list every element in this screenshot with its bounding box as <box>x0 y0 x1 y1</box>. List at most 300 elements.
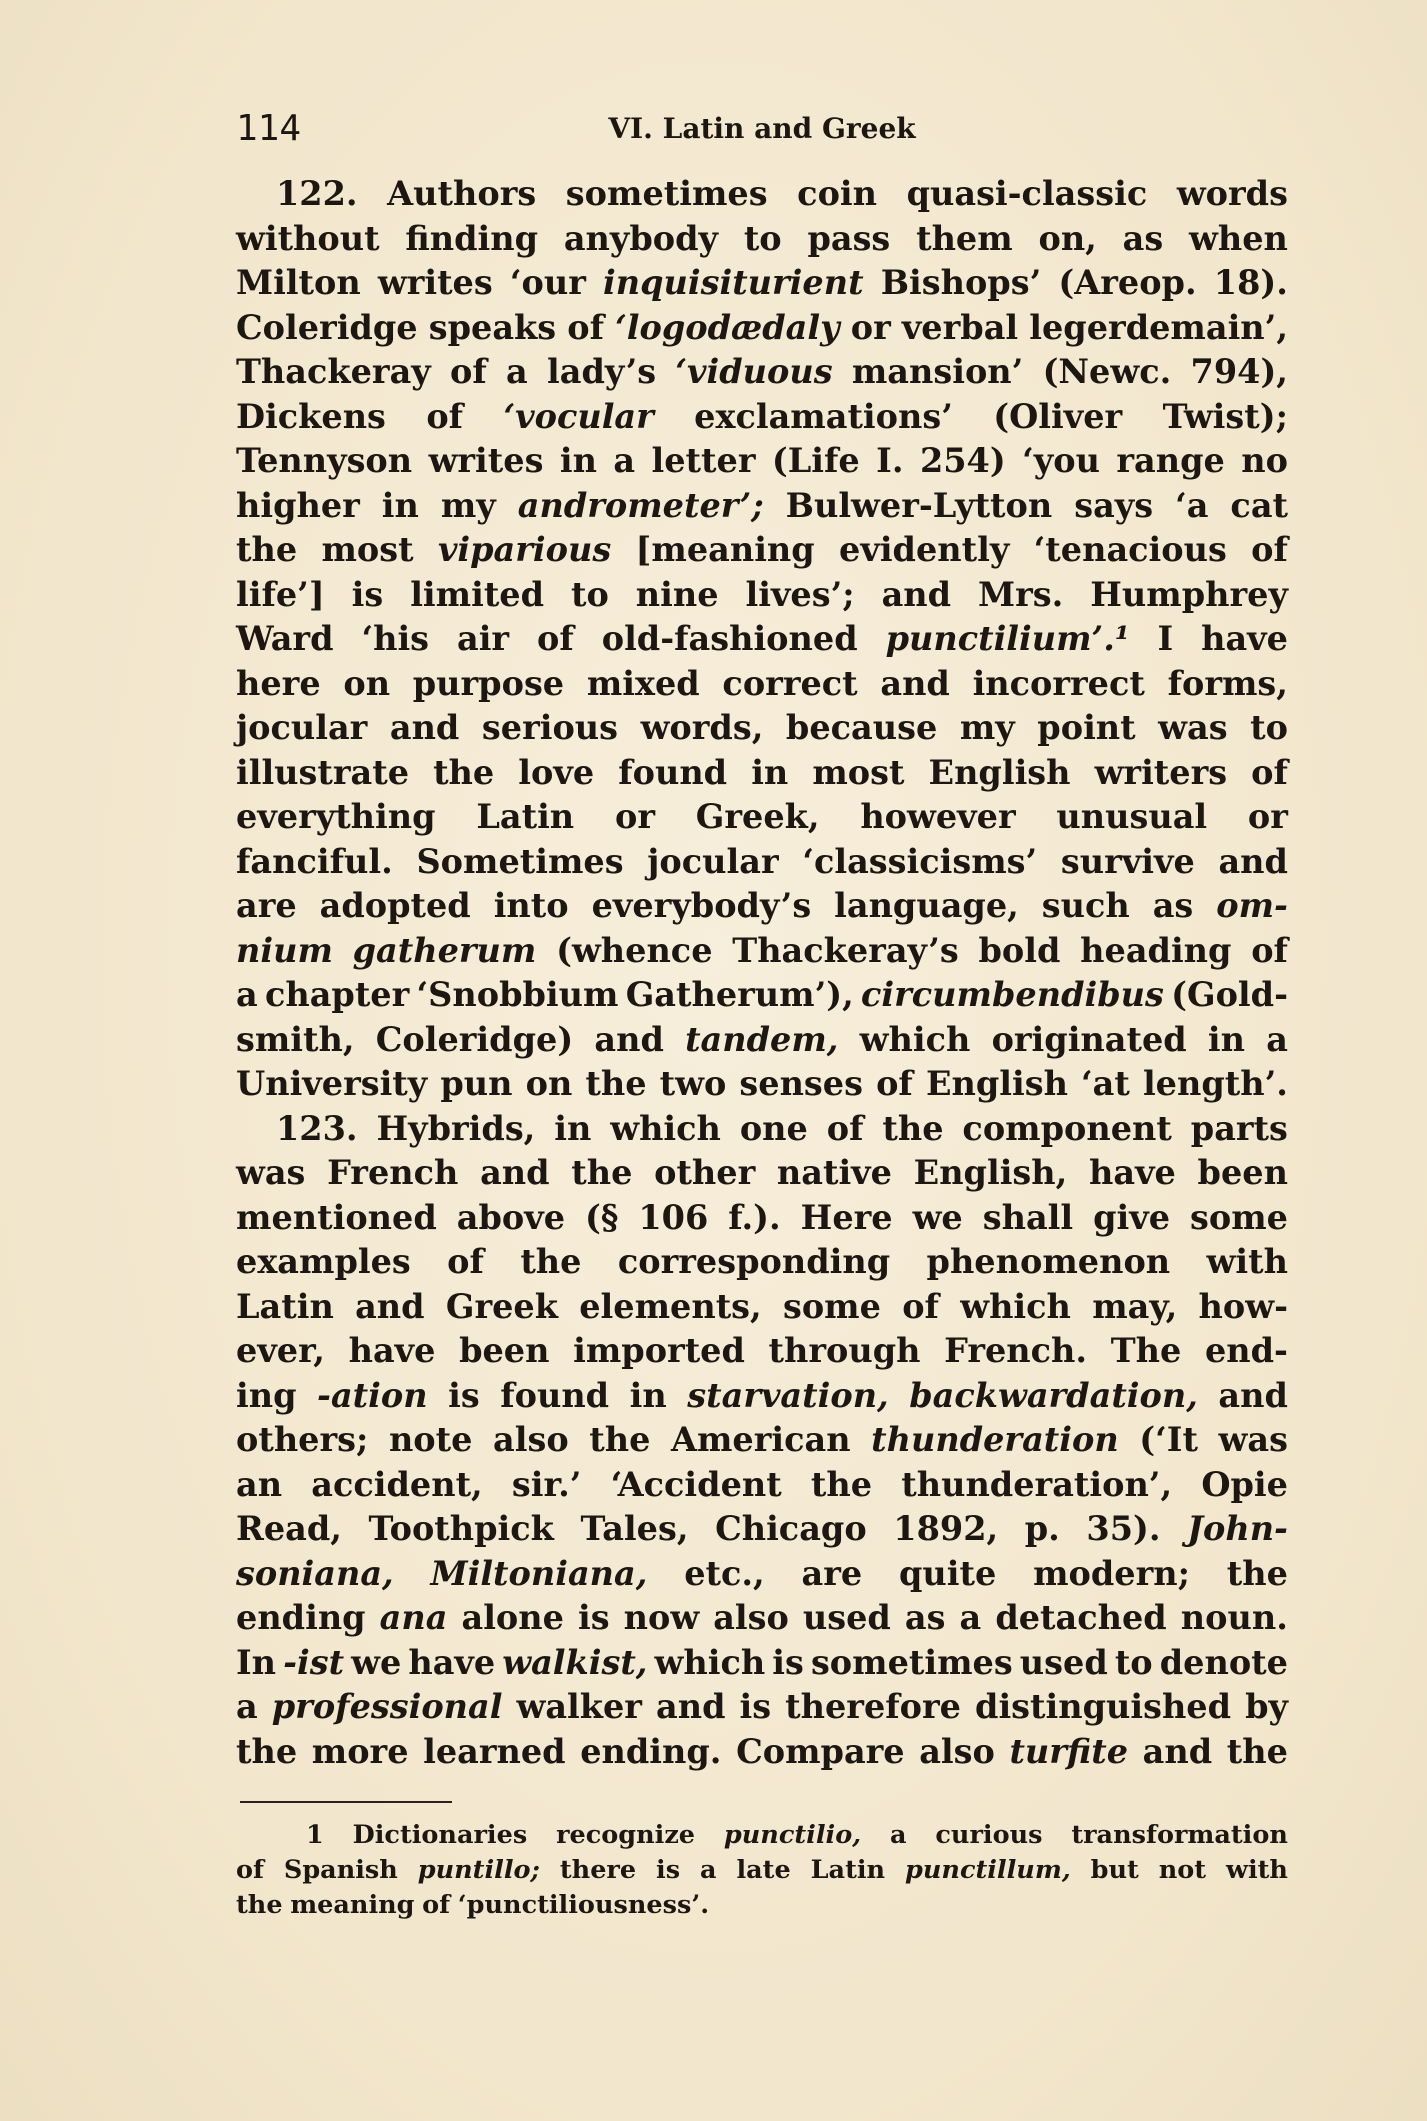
body_lines-word: mixed <box>586 663 700 703</box>
body_lines-word: 254) <box>919 441 1006 480</box>
body_lines-word: originated <box>991 1019 1187 1059</box>
body_lines-word: ending. <box>580 1731 722 1771</box>
body_lines-word: (§ <box>585 1197 619 1237</box>
body_lines-line <box>236 1240 1288 1285</box>
footnote-rule <box>240 1801 452 1803</box>
body_lines-word: (Gold- <box>1171 975 1288 1014</box>
body_lines-word: and <box>880 663 950 703</box>
body_lines-word: the <box>589 1420 651 1459</box>
body_lines-word: finding <box>405 218 539 258</box>
body_lines-line <box>236 1151 1288 1196</box>
body_lines-word: Bulwer-Lytton <box>785 485 1053 525</box>
body_lines-word: have <box>408 1642 496 1682</box>
body_lines-word: Latin <box>476 797 575 836</box>
body_lines-word: of <box>1251 752 1288 792</box>
body_lines-word: Toothpick <box>368 1509 554 1548</box>
body_lines-line <box>236 217 1288 262</box>
footnote_lines-line <box>236 1818 1288 1853</box>
body_lines-word: unusual <box>1056 797 1208 836</box>
body_lines-word: 123. <box>276 1108 358 1148</box>
footnote_lines-word: curious <box>935 1820 1043 1850</box>
body_lines-word: sometimes <box>810 1642 1013 1682</box>
body_lines-word: (Areop. <box>1058 263 1197 302</box>
body_lines-line <box>236 350 1288 395</box>
body_lines-word: also <box>493 1420 569 1459</box>
body_lines-line <box>236 1596 1288 1641</box>
footnote <box>236 1818 1288 1923</box>
body_lines-word: verbal <box>901 307 1019 347</box>
body_lines-line <box>236 840 1288 885</box>
body_lines-word: found <box>500 1375 610 1415</box>
body_lines-word: one <box>739 1108 808 1148</box>
body_lines-line <box>236 261 1288 306</box>
body_lines-word: was <box>1158 708 1228 747</box>
body_lines-word: also <box>919 1731 995 1771</box>
body_lines-word: range <box>1116 441 1225 480</box>
body_lines-line <box>236 172 1288 217</box>
body_lines-word: of <box>876 1064 913 1103</box>
footnote_lines-word: punctilio, <box>723 1820 862 1850</box>
body_lines-line <box>236 528 1288 573</box>
body_lines-word: and <box>594 1019 664 1059</box>
body_lines-line <box>236 662 1288 707</box>
body_lines-word: smith, <box>236 1019 355 1059</box>
body_lines-word: speaks <box>428 307 557 347</box>
body_lines-word: (Newc. <box>1042 352 1172 391</box>
body_lines-word: here <box>236 663 321 703</box>
footnote_lines-word: 1 <box>306 1820 324 1850</box>
body_lines-word: English <box>925 1064 1068 1103</box>
body_lines-word: have <box>1201 619 1288 658</box>
body_lines-word: language, <box>834 886 1019 925</box>
body_lines-word: accident, <box>311 1464 483 1504</box>
body_lines-word: ‘Accident <box>610 1464 782 1504</box>
body_lines-line <box>236 1107 1288 1152</box>
body_lines-word: ‘vocular <box>503 396 654 436</box>
body_lines-word: and <box>480 1153 550 1192</box>
body_lines-word: ‘his <box>361 619 430 658</box>
body_lines-word: Greek, <box>695 797 820 836</box>
body_lines-word: purpose <box>412 663 565 703</box>
footnote_lines-word: there <box>559 1855 637 1885</box>
body_lines-word: ‘logodædaly <box>615 307 840 347</box>
body_lines-word: om- <box>1216 886 1288 925</box>
body_lines-word: we <box>912 1197 963 1237</box>
body_lines-word: of <box>447 1242 484 1281</box>
body_lines-word: 35). <box>1086 1509 1161 1548</box>
body_lines-word: parts <box>1190 1108 1288 1148</box>
body_lines-word: used <box>802 1598 891 1637</box>
body_lines-word: words <box>1176 174 1288 213</box>
body_lines-word: in <box>559 441 597 480</box>
body_lines-line <box>236 1507 1288 1552</box>
body_lines-word: shall <box>982 1197 1074 1237</box>
body_lines-line <box>236 1329 1288 1374</box>
body_lines-word: and <box>1218 1375 1288 1415</box>
body_lines-word: -ist <box>283 1642 345 1682</box>
body_lines-word: distinguished <box>975 1687 1232 1726</box>
body_lines-word: is <box>772 1642 804 1682</box>
body_lines-line <box>236 751 1288 796</box>
footnote_lines-word: of <box>422 1890 451 1920</box>
body_lines-word: bold <box>978 930 1061 970</box>
body_lines-word: circumbendibus <box>861 975 1164 1014</box>
body_lines-word: the <box>810 1464 873 1504</box>
body_lines-word: lives’; <box>745 574 855 614</box>
footnote_lines-word: Dictionaries <box>352 1820 528 1850</box>
footnote_lines-word: with <box>1226 1855 1288 1885</box>
body_lines-word: of <box>567 307 604 347</box>
body_lines-word: have <box>1089 1153 1176 1192</box>
body_lines-word: the <box>1226 1731 1288 1771</box>
body_lines-word: walkist, <box>502 1642 648 1682</box>
body_lines-word: modern; <box>1033 1553 1190 1593</box>
body_lines-word: English <box>928 752 1071 792</box>
body_lines-word: evidently <box>839 530 1010 569</box>
body_lines-line <box>236 1285 1288 1330</box>
body_lines-word: others; <box>236 1420 369 1459</box>
body_lines-word: noun. <box>1180 1598 1288 1637</box>
body_lines-word: a <box>613 441 636 480</box>
body_lines-word: my <box>440 485 496 525</box>
body_lines-word: been <box>1197 1153 1288 1192</box>
body_lines-word: John- <box>1187 1509 1288 1548</box>
body_lines-word: Mrs. <box>978 574 1064 614</box>
body-text <box>236 172 1288 1774</box>
body_lines-word: cat <box>1230 485 1288 525</box>
body_lines-word: been <box>459 1331 550 1370</box>
body_lines-word: other <box>654 1153 756 1192</box>
body_lines-word: with <box>1206 1242 1288 1281</box>
body_lines-word: (whence <box>556 930 713 970</box>
body_lines-line <box>236 795 1288 840</box>
body_lines-word: etc., <box>684 1553 765 1593</box>
body_lines-word: exclamations’ <box>694 396 953 436</box>
body_lines-word: above <box>456 1197 566 1237</box>
body_lines-word: 794), <box>1190 352 1288 391</box>
body_lines-word: or <box>850 307 891 347</box>
body_lines-word: to <box>571 574 609 614</box>
body_lines-word: such <box>1041 886 1130 925</box>
body_lines-word: Twist); <box>1162 396 1288 436</box>
body_lines-word: note <box>388 1420 473 1459</box>
body_lines-word: sir.’ <box>511 1464 582 1504</box>
body_lines-word: the <box>433 752 495 792</box>
body_lines-word: f.). <box>728 1197 781 1237</box>
body_lines-word: a <box>959 1598 982 1637</box>
body_lines-word: air <box>456 619 510 658</box>
body_lines-word: and <box>656 1687 726 1726</box>
body_lines-word: [meaning <box>635 530 815 569</box>
body_lines-word: them <box>916 218 1013 258</box>
body_lines-word: of <box>537 619 574 658</box>
body_lines-word: I. <box>876 441 904 480</box>
footnote_lines-word: not <box>1158 1855 1207 1885</box>
body_lines-word: corresponding <box>617 1242 891 1281</box>
body_lines-word: more <box>311 1731 409 1771</box>
body_lines-word: Thackeray <box>236 352 431 391</box>
body_lines-word: everything <box>236 797 436 836</box>
body_lines-word: or <box>614 797 655 836</box>
body_lines-word: p. <box>1024 1509 1060 1548</box>
footnote_lines-word: recognize <box>556 1820 696 1850</box>
body_lines-line <box>236 929 1288 974</box>
body_lines-word: to <box>1114 1642 1153 1682</box>
body_lines-line <box>236 306 1288 351</box>
body_lines-word: a <box>236 975 258 1014</box>
body_lines-word: Authors <box>387 174 537 213</box>
body_lines-word: is <box>351 574 384 614</box>
body_lines-word: ing <box>236 1375 297 1415</box>
body_lines-word: because <box>785 708 938 747</box>
body_lines-word: ana <box>379 1598 448 1637</box>
body_lines-word: which <box>859 1019 971 1059</box>
footnote_lines-line <box>236 1853 1288 1888</box>
body_lines-word: I <box>1157 619 1174 658</box>
body_lines-word: soniana, <box>236 1553 394 1593</box>
body_lines-word: in <box>1207 1019 1246 1059</box>
body_lines-word: fanciful. <box>236 841 393 881</box>
body_lines-word: Chicago <box>715 1509 867 1548</box>
body_lines-line <box>236 1018 1288 1063</box>
body_lines-word: of <box>1251 530 1288 569</box>
body_lines-word: to <box>743 218 782 258</box>
body_lines-line <box>236 1463 1288 1508</box>
body_lines-word: give <box>1093 1197 1171 1237</box>
body_lines-word: Bishops’ <box>880 263 1042 302</box>
footnote_lines-word: meaning <box>290 1890 415 1920</box>
body_lines-word: -ation <box>317 1375 428 1415</box>
body_lines-word: we <box>351 1642 402 1682</box>
footnote_lines-word: of <box>236 1855 264 1885</box>
body_lines-word: gatherum <box>352 930 537 970</box>
body_lines-word: The <box>1110 1331 1182 1370</box>
footnote_lines-word: punctillum, <box>905 1855 1071 1885</box>
body_lines-word: imported <box>573 1331 745 1370</box>
page-header <box>236 108 1288 152</box>
body_lines-line <box>236 1730 1288 1775</box>
body_lines-word: 122. <box>276 174 358 213</box>
body_lines-line <box>236 617 1288 662</box>
body_lines-line <box>236 1062 1288 1107</box>
body_lines-word: love <box>518 752 595 792</box>
body_lines-word: Humphrey <box>1090 574 1288 614</box>
body_lines-line <box>236 1685 1288 1730</box>
body_lines-word: length’. <box>1142 1064 1288 1103</box>
body_lines-line <box>236 1552 1288 1597</box>
body_lines-word: old-fashioned <box>601 619 858 658</box>
body_lines-word: are <box>236 886 297 925</box>
body_lines-word: the <box>1226 1553 1288 1593</box>
body_lines-word: Hybrids, <box>376 1108 536 1148</box>
body_lines-word: senses <box>739 1064 863 1103</box>
body_lines-word: English, <box>913 1153 1068 1192</box>
footnote_lines-word: the <box>236 1890 283 1920</box>
body_lines-word: sometimes <box>565 174 768 213</box>
body_lines-word: viparious <box>437 530 612 569</box>
body_lines-word: (Oliver <box>993 396 1123 436</box>
body_lines-word: correct <box>722 663 858 703</box>
page-number: 114 <box>236 108 302 149</box>
body_lines-word: mansion’ <box>851 352 1024 391</box>
body_lines-word: nine <box>635 574 719 614</box>
body_lines-word: thunderation’, <box>901 1464 1173 1504</box>
body_lines-word: walker <box>516 1687 642 1726</box>
body_lines-word: mentioned <box>236 1197 437 1237</box>
footnote_lines-word: but <box>1090 1855 1139 1885</box>
body_lines-word: Ward <box>236 619 334 658</box>
body_lines-word: ending <box>236 1598 366 1637</box>
body_lines-word: or <box>1247 797 1288 836</box>
body_lines-word: andrometer’; <box>517 485 764 525</box>
body_lines-word: higher <box>236 485 360 525</box>
body_lines-word: legerdemain’, <box>1029 307 1288 347</box>
body_lines-word: ‘our <box>509 263 586 302</box>
body_lines-word: writers <box>1094 752 1228 792</box>
body_lines-word: coin <box>797 174 877 213</box>
body_lines-word: therefore <box>785 1687 961 1726</box>
body_lines-word: heading <box>1080 930 1232 970</box>
body_lines-word: the <box>571 1153 633 1192</box>
body_lines-word: tandem, <box>685 1019 839 1059</box>
body_lines-word: ‘tenacious <box>1033 530 1227 569</box>
body_lines-word: of <box>1251 930 1288 970</box>
body_lines-word: in <box>554 1108 592 1148</box>
body_lines-word: Greek <box>445 1286 558 1326</box>
body_lines-word: and <box>1218 841 1288 881</box>
footnote_lines-word: puntillo; <box>417 1855 540 1885</box>
body_lines-word: is <box>577 1598 610 1637</box>
body_lines-word: end- <box>1204 1331 1288 1370</box>
body_lines-line <box>236 884 1288 929</box>
footnote_lines-word: ‘punctiliousness’. <box>457 1890 710 1920</box>
body_lines-word: French. <box>944 1331 1088 1370</box>
body_lines-word: in <box>381 485 419 525</box>
body_lines-word: is <box>448 1375 480 1415</box>
body_lines-word: quite <box>898 1553 997 1593</box>
body_lines-line <box>236 395 1288 440</box>
body_lines-word: Thackeray’s <box>732 930 959 970</box>
body_lines-word: and <box>389 708 460 747</box>
body_lines-word: component <box>962 1108 1172 1148</box>
body_lines-word: now <box>623 1598 700 1637</box>
footnote_lines-word: a <box>889 1820 907 1850</box>
footnote_lines-word: transformation <box>1071 1820 1288 1850</box>
body_lines-word: chapter <box>264 975 410 1014</box>
body_lines-word: quasi-classic <box>906 174 1148 213</box>
body_lines-word: the <box>236 530 298 569</box>
body_lines-word: Miltoniana, <box>430 1553 648 1593</box>
body_lines-word: as <box>1152 886 1194 925</box>
body_lines-word: 18). <box>1213 263 1288 302</box>
body_lines-word: American <box>670 1420 851 1459</box>
body_lines-word: Milton <box>236 263 361 302</box>
body_lines-word: and <box>355 1286 425 1326</box>
body_lines-word: jocular <box>236 708 368 747</box>
body_lines-word: point <box>1037 708 1136 747</box>
body_lines-word: pun <box>440 1064 513 1103</box>
body_lines-word: illustrate <box>236 752 410 792</box>
body_lines-word: on <box>343 663 391 703</box>
body_lines-word: and <box>881 574 952 614</box>
body_lines-word: Tennyson <box>236 441 413 480</box>
body_lines-word: ‘viduous <box>675 352 833 391</box>
body_lines-word: a <box>236 1687 258 1726</box>
body_lines-word: to <box>1250 708 1288 747</box>
body_lines-word: adopted <box>319 886 471 925</box>
body_lines-word: some <box>1190 1197 1288 1237</box>
body_lines-word: anybody <box>563 218 719 258</box>
body_lines-word: French <box>327 1153 459 1192</box>
body_lines-word: ‘you <box>1022 441 1100 480</box>
body_lines-word: elements, <box>579 1286 762 1326</box>
body_lines-word: writes <box>428 441 544 480</box>
body_lines-word: turfite <box>1009 1731 1129 1771</box>
body_lines-word: Compare <box>736 1731 905 1771</box>
body_lines-word: University <box>236 1064 428 1103</box>
body_lines-word: (Life <box>771 441 860 480</box>
body_lines-word: everybody’s <box>591 886 812 925</box>
body_lines-word: some <box>782 1286 881 1326</box>
footnote_lines-word: Latin <box>810 1855 886 1885</box>
body_lines-word: serious <box>481 708 619 747</box>
body_lines-word: when <box>1189 218 1288 258</box>
body_lines-word: limited <box>410 574 545 614</box>
body_lines-line <box>236 484 1288 529</box>
body_lines-line <box>236 1374 1288 1419</box>
footnote_lines-word: Spanish <box>283 1855 398 1885</box>
body_lines-word: lady’s <box>547 352 657 391</box>
body_lines-word: writes <box>377 263 493 302</box>
body_lines-word: life’] <box>236 574 325 614</box>
body_lines-word: ‘Snobbium <box>416 975 619 1014</box>
body_lines-word: the <box>520 1242 582 1281</box>
body_lines-line <box>236 706 1288 751</box>
body_lines-word: which <box>960 1286 1071 1326</box>
body_lines-word: alone <box>461 1598 564 1637</box>
body_lines-word: found <box>618 752 728 792</box>
body_lines-word: into <box>493 886 569 925</box>
body_lines-line <box>236 573 1288 618</box>
body_lines-word: which <box>610 1108 721 1148</box>
body_lines-word: words, <box>640 708 764 747</box>
body_lines-word: of <box>902 1286 939 1326</box>
body_lines-word: jocular <box>647 841 779 881</box>
body_lines-word: most <box>812 752 905 792</box>
body_lines-word: have <box>348 1331 436 1370</box>
body_lines-word: 106 <box>638 1197 709 1237</box>
body_lines-word: most <box>321 530 414 569</box>
body_lines-word: Dickens <box>236 396 386 436</box>
body_lines-word: Latin <box>236 1286 334 1326</box>
body_lines-line <box>236 1641 1288 1686</box>
running-head: VI. Latin and Greek <box>608 112 916 145</box>
body_lines-word: ‘at <box>1081 1064 1130 1103</box>
body_lines-word: says <box>1074 485 1154 525</box>
body_lines-word: two <box>659 1064 727 1103</box>
body_lines-word: 1892, <box>893 1509 999 1548</box>
body_lines-word: on, <box>1038 218 1097 258</box>
body_lines-word: Coleridge <box>236 307 418 347</box>
body_lines-word: ever, <box>236 1331 325 1370</box>
body_lines-word: of <box>426 396 464 436</box>
body_lines-word: no <box>1241 441 1288 480</box>
body_lines-word: which <box>654 1642 766 1682</box>
body_lines-word: on <box>525 1064 573 1103</box>
body_lines-word: learned <box>423 1731 566 1771</box>
body_lines-word: through <box>768 1331 921 1370</box>
body_lines-word: ‘classicisms’ <box>802 841 1038 881</box>
